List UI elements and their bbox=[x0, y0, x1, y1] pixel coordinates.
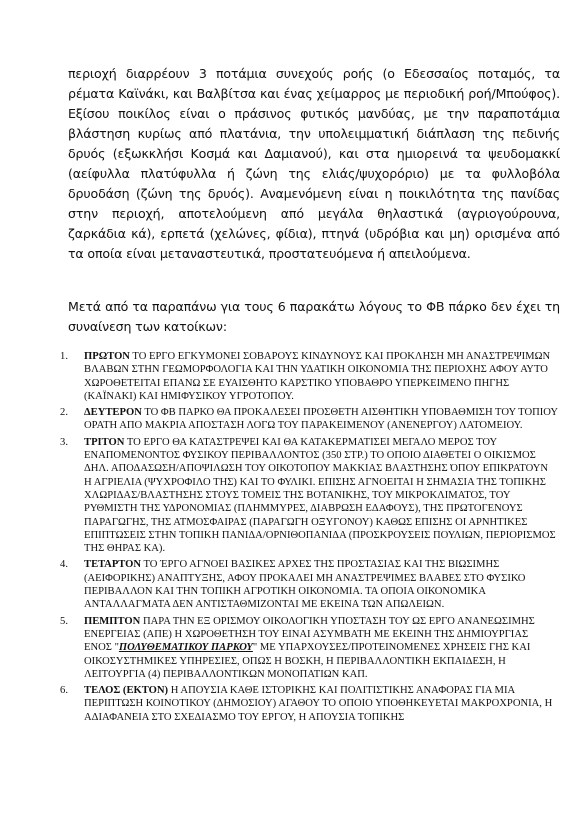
reason-keyword: ΠΕΜΠΤΟΝ bbox=[84, 615, 141, 627]
reason-number: 5. bbox=[60, 615, 68, 627]
reason-item-6 bbox=[38, 684, 558, 724]
reason-keyword: ΔΕΥΤΕΡΟΝ bbox=[84, 407, 142, 419]
intro-paragraph: περιοχή διαρρέουν 3 ποτάμια συνεχούς ροής (ο Εδεσσαίος ποταμός, τα ρέματα Καϊνάκι, και Βαλβίτσα και ένας χείμαρρος με περιοδική ροή/Μπούφος). Εξίσου ποικίλος είναι ο πράσινος φυτικός μανδύας, με την παραποτάμια βλάστηση κυρίως από πλατάνια, την υπολειμματική διάπλαση της πεδινής δρυός (εξωκκλήσι Κοσμά και Δαμιανού), και στα ημιορεινά τα ψευδομακκί (αείφυλλα πλατύφυλλα ή ζώνη της ελιάς/ψυχορόριο) με τα φυλλοβόλα δρυοδάση (ζώνη της δρυός). Αναμενόμενη είναι η ποικιλότητα της πανίδας στην περιοχή, αποτελούμενη από μεγάλα θηλαστικά (αγριογούρουνα, ζαρκάδια κά), ερπετά (χελώνες, φίδια), πτηνά (υδρόβια και μη) ορισμένα από τα οποία είναι μεταναστευτικά, προστατευόμενα ή απειλούμενα. bbox=[68, 66, 560, 261]
reason-emphasis: ΠΟΛΥΘΕΜΑΤΙΚΟΥ ΠΑΡΚΟΥ bbox=[118, 642, 253, 654]
reason-item-2 bbox=[38, 406, 558, 433]
reason-keyword: ΤΕΛΟΣ (ΕΚΤΟΝ) bbox=[84, 685, 169, 697]
reason-text: Η ΑΠΟΥΣΙΑ ΚΑΘΕ ΙΣΤΟΡΙΚΗΣ ΚΑΙ ΠΟΛΙΤΙΣΤΙΚΗΣ ΑΝΑΦΟΡΑΣ ΓΙΑ ΜΙΑ ΠΕΡΙΠΤΩΣΗ ΚΟΙΝΟΤΙΚΟΥ (ΔΗΜΟΣΙΟΥ) ΑΓΑΘΟΥ ΤΟ ΟΠΟΙΟ ΥΠΟΘΗΚΕΥΕΤΑΙ ΜΑΚΡΟΧΡΟΝΙΑ, Η ΑΔΙΑΦΑΝΕΙΑ ΣΤΟ ΣΧΕΔΙΑΣΜΟ ΤΟΥ ΕΡΓΟΥ, Η ΑΠΟΥΣΙΑ ΤΟΠΙΚΗΣ bbox=[84, 685, 553, 723]
reason-number: 3. bbox=[60, 436, 68, 448]
consent-paragraph: Μετά από τα παραπάνω για τους 6 παρακάτω λόγους το ΦΒ πάρκο δεν έχει τη συναίνεση των κατοίκων: bbox=[68, 299, 560, 334]
reason-item-4 bbox=[38, 558, 558, 611]
reason-number: 1. bbox=[60, 351, 68, 362]
reason-text: ΠΑΡΑ ΤΗΝ ΕΞ ΟΡΙΣΜΟΥ ΟΙΚΟΛΟΓΙΚΗ ΥΠΟΣΤΑΣΗ ΤΟΥ ΩΣ ΕΡΓΟ ΑΝΑΝΕΩΣΙΜΗΣ ΕΝΕΡΓΕΙΑΣ (ΑΠΕ) Η ΧΩΡΟΘΕΤΗΣΗ ΤΟΥ ΕΙΝΑΙ ΑΣΥΜΒΑΤΗ ΜΕ ΕΚΕΙΝΗ ΤΗΣ ΔΗΜΙΟΥΡΓΙΑΣ ΕΝΟΣ " bbox=[84, 615, 535, 654]
reason-text: ΤΟ ΦΒ ΠΑΡΚΟ ΘΑ ΠΡΟΚΑΛΕΣΕΙ ΠΡΟΣΘΕΤΗ ΑΙΣΘΗΤΙΚΗ ΥΠΟΒΑΘΜΙΣΗ ΤΟΥ ΤΟΠΙΟΥ ΟΡΑΤΗ ΑΠΟ ΜΑΚΡΙΑ ΑΠΟΣΤΑΣΗ ΛΟΓΩ ΤΟΥ ΠΑΡΑΚΕΙΜΕΝΟΥ (ΑΝΕΝΕΡΓΟΥ) ΛΑΤΟΜΕΙΟΥ. bbox=[84, 407, 558, 432]
reason-number: 2. bbox=[60, 407, 68, 419]
reason-number: 6. bbox=[60, 685, 68, 697]
reason-keyword: ΤΕΤΑΡΤΟΝ bbox=[84, 559, 142, 571]
reason-number: 4. bbox=[60, 559, 68, 571]
reason-text: ΤΟ ΈΡΓΟ ΑΓΝΟΕΙ ΒΑΣΙΚΕΣ ΑΡΧΕΣ ΤΗΣ ΠΡΟΣΤΑΣΙΑΣ ΚΑΙ ΤΗΣ ΒΙΩΣΙΜΗΣ (ΑΕΙΦΟΡΙΚΗΣ) ΑΝΑΠΤΥΞΗΣ, ΑΦΟΥ ΠΡΟΚΑΛΕΙ ΜΗ ΑΝΑΣΤΡΕΨΙΜΕΣ ΒΛΑΒΕΣ ΣΤΟ ΦΥΣΙΚΟ ΠΕΡΙΒΑΛΛΟΝ ΚΑΙ ΤΗΝ ΤΟΠΙΚΗ ΑΓΡΟΤΙΚΗ ΟΙΚΟΝΟΜΙΑ. ΤΑ ΟΠΟΙΑ ΟΙΚΟΝΟΜΙΚΑ ΑΝΤΑΛΛΑΓΜΑΤΑ ΔΕΝ ΑΝΤΙΣΤΑΘΜΙΖΟΝΤΑΙ ΜΕ ΕΚΕΙΝΑ ΤΩΝ ΑΠΩΛΕΙΩΝ. bbox=[84, 559, 526, 611]
reason-text-continued: " ΜΕ ΥΠΑΡΧΟΥΣΕΣ/ΠΡΟΤΕΙΝΟΜΕΝΕΣ ΧΡΗΣΕΙΣ ΓΗΣ ΚΑΙ ΟΙΚΟΣΥΣΤΗΜΙΚΕΣ ΥΠΗΡΕΣΙΕΣ, ΟΠΩΣ Η ΒΟΣΚΗ, Η ΠΕΡΙΒΑΛΛΟΝΤΙΚΗ ΕΚΠΑΙΔΕΣΗ, Η ΛΕΙΤΟΥΡΓΙΑ (4) ΠΕΡΙΒΑΛΛΟΝΤΙΚΩΝ ΜΟΝΟΠΑΤΙΩΝ ΚΑΠ. bbox=[84, 642, 531, 680]
reason-keyword: ΤΡΙΤΟΝ bbox=[84, 436, 125, 448]
reason-item-1 bbox=[38, 350, 558, 403]
reasons-list bbox=[38, 350, 558, 727]
reason-text: ΤΟ ΕΡΓΟ ΘΑ ΚΑΤΑΣΤΡΕΨΕΙ ΚΑΙ ΘΑ ΚΑΤΑΚΕΡΜΑΤΙΣΕΙ ΜΕΓΑΛΟ ΜΕΡΟΣ ΤΟΥ ΕΝΑΠΟΜΕΝΟΝΤΟΣ ΦΥΣΙΚΟΥ ΠΕΡΙΒΑΛΛΟΝΤΟΣ (350 ΣΤΡ.) ΤΟ ΟΠΟΙΟ ΔΙΑΘΕΤΕΙ Ο ΟΙΚΙΣΜΟΣ ΔΗΛ. ΑΠΟΔΑΣΩΣΗ/ΑΠΟΨΙΛΩΣΗ ΤΟΥ ΟΙΚΟΤΟΠΟΥ ΜΑΚΚΙΑΣ ΒΛΑΣΤΗΣΗΣ ΌΠΟΥ ΕΠΙΚΡΑΤΟΥΝ Η ΑΓΡΙΕΛΙΑ (ΨΥΧΡΟΦΙΛΟ ΤΗΣ) ΚΑΙ ΤΟ ΦΥΛΙΚΙ. ΕΠΙΣΗΣ ΑΓΝΟΕΙΤΑΙ Η ΣΗΜΑΣΙΑ ΤΗΣ ΤΟΠΙΚΗΣ ΧΛΩΡΙΔΑΣ/ΒΛΑΣΤΗΣΗΣ ΣΤΟΥΣ ΤΟΜΕΙΣ ΤΗΣ ΒΟΤΑΝΙΚΗΣ, ΤΟΥ ΜΙΚΡΟΚΛΙΜΑΤΟΣ, ΤΟΥ ΡΥΘΜΙΣΤΗ ΤΗΣ ΥΔΡΟΝΟΜΙΑΣ (ΠΛΗΜΜΥΡΕΣ, ΔΙΑΒΡΩΣΗ ΕΔΑΦΟΥΣ), ΤΗΣ ΠΡΩΤΟΓΕΝΟΥΣ ΠΑΡΑΓΩΓΗΣ, ΤΗΣ ΑΤΜΟΣΦΑΙΡΑΣ (ΠΑΡΑΓΩΓΗ ΟΞΥΓΟΝΟΥ) ΚΑΘΩΣ ΕΠΙΣΗΣ ΟΙ ΑΡΝΗΤΙΚΕΣ ΕΠΙΠΤΩΣΕΙΣ ΣΤΗΝ ΤΟΠΙΚΗ ΠΑΝΙΔΑ/ΟΡΝΙΘΟΠΑΝΙΔΑ (ΠΡΟΣΚΡΟΥΣΕΙΣ ΠΟΥΛΙΩΝ, ΠΕΡΙΟΡΙΣΜΟΣ ΤΗΣ ΘΗΡΑΣ ΚΑ). bbox=[84, 436, 556, 555]
reason-item-3 bbox=[38, 436, 558, 556]
reason-item-5 bbox=[38, 615, 558, 681]
reason-keyword: ΠΡΩΤΟΝ bbox=[84, 351, 130, 362]
reason-text: ΤΟ ΕΡΓΟ ΕΓΚΥΜΟΝΕΙ ΣΟΒΑΡΟΥΣ ΚΙΝΔΥΝΟΥΣ ΚΑΙ ΠΡΟΚΛΗΣΗ ΜΗ ΑΝΑΣΤΡΕΨΙΜΩΝ ΒΛΑΒΩΝ ΣΤΗΝ ΓΕΩΜΟΡΦΟΛΟΓΙΑ ΚΑΙ ΤΗΝ ΥΔΑΤΙΚΗ ΟΙΚΟΝΟΜΙΑ ΤΗΣ ΠΕΡΙΟΧΗΣ ΑΦΟΥ ΑΥΤΟ ΧΩΡΟΘΕΤΕΙΤΑΙ ΕΠΑΝΩ ΣΕ ΕΥΑΙΣΘΗΤΟ ΚΑΡΣΤΙΚΟ ΥΠΟΒΑΘΡΟ ΥΠΕΡΚΕΙΜΕΝΟ ΠΗΓΗΣ (ΚΑΪΝΑΚΙ) ΚΑΙ ΗΜΙΦΥΣΙΚΟΥ ΥΓΡΟΤΟΠΟΥ. bbox=[84, 351, 551, 402]
